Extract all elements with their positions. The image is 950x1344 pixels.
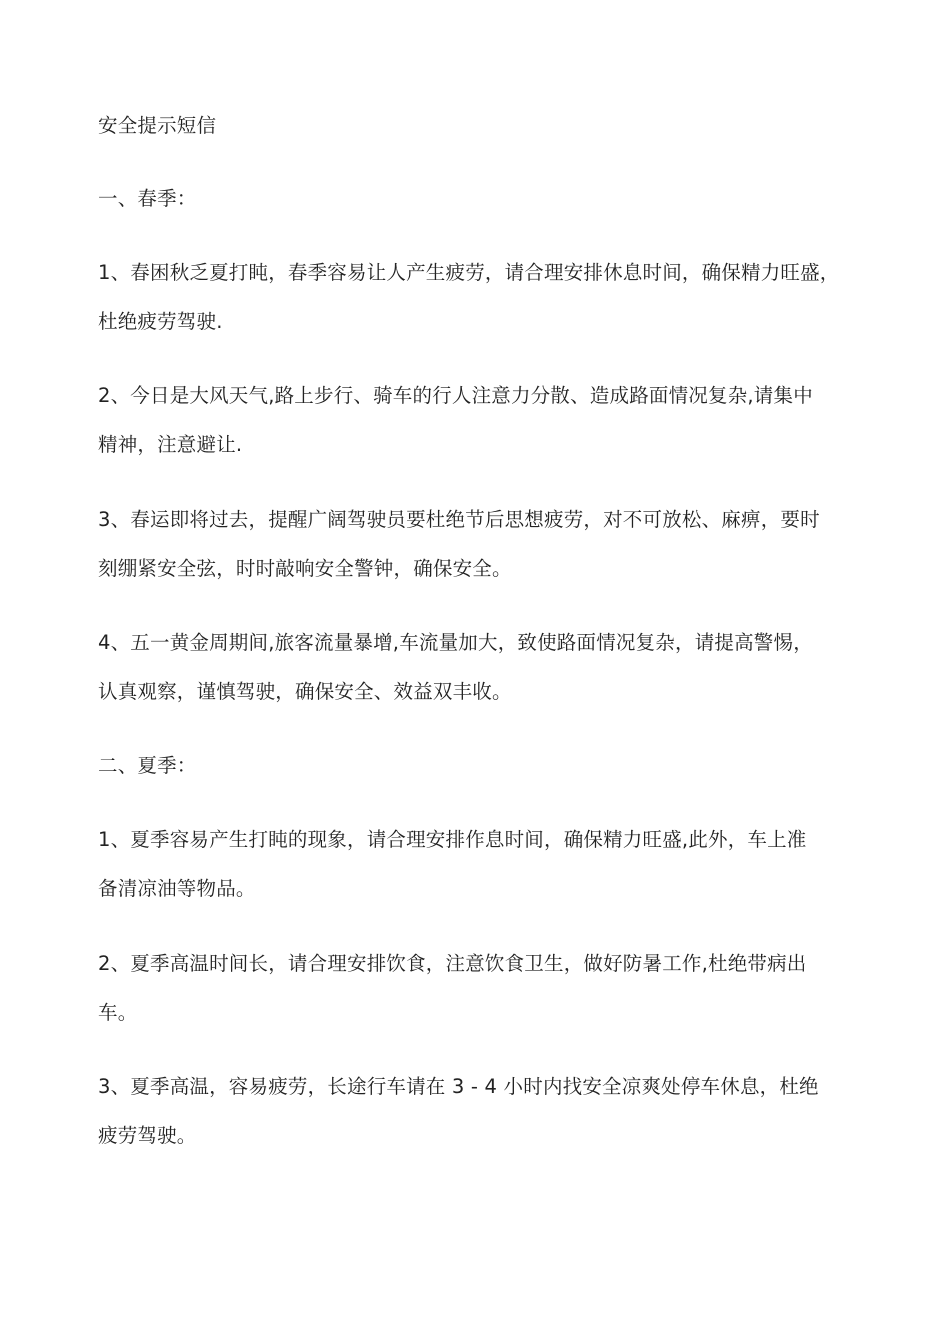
paragraph-line: 疲劳驾驶。 bbox=[98, 1124, 197, 1147]
paragraph-line: 刻绷紧安全弦，时时敲响安全警钟，确保安全。 bbox=[98, 557, 512, 580]
paragraph-line: 4、五一黄金周期间,旅客流量暴增,车流量加大，致使路面情况复杂，请提高警惕， bbox=[98, 631, 813, 654]
paragraph-line: 备清凉油等物品。 bbox=[98, 877, 256, 900]
section-heading-spring bbox=[98, 174, 868, 223]
paragraph-line: 3、夏季高温，容易疲劳，长途行车请在 3 - 4 小时内找安全凉爽处停车休息，杜绝 bbox=[98, 1075, 819, 1098]
paragraph-line: 2、今日是大风天气,路上步行、骑车的行人注意力分散、造成路面情况复杂,请集中 bbox=[98, 384, 813, 407]
paragraph-line: 车。 bbox=[98, 1001, 138, 1024]
paragraph-line: 1、春困秋乏夏打盹，春季容易让人产生疲劳，请合理安排休息时间，确保精力旺盛， bbox=[98, 261, 840, 284]
paragraph-line: 2、夏季高温时间长，请合理安排饮食，注意饮食卫生，做好防暑工作,杜绝带病出 bbox=[98, 952, 807, 975]
spring-item-4 bbox=[98, 618, 868, 716]
spring-item-1 bbox=[98, 248, 868, 346]
paragraph-line: 1、夏季容易产生打盹的现象，请合理安排作息时间，确保精力旺盛,此外，车上准 bbox=[98, 828, 807, 851]
section-heading-text: 二、夏季： bbox=[98, 754, 197, 777]
spring-item-3 bbox=[98, 495, 868, 593]
paragraph-line: 精神，注意避让. bbox=[98, 433, 243, 456]
paragraph-line: 认真观察，谨慎驾驶，确保安全、效益双丰收。 bbox=[98, 680, 512, 703]
paragraph-line: 3、春运即将过去，提醒广阔驾驶员要杜绝节后思想疲劳，对不可放松、麻痹，要时 bbox=[98, 508, 820, 531]
paragraph-line: 杜绝疲劳驾驶. bbox=[98, 310, 223, 333]
summer-item-3 bbox=[98, 1062, 868, 1160]
summer-item-2 bbox=[98, 939, 868, 1037]
section-heading-summer bbox=[98, 741, 868, 790]
summer-item-1 bbox=[98, 815, 868, 913]
section-heading-text: 一、春季： bbox=[98, 187, 197, 210]
title-text: 安全提示短信 bbox=[98, 114, 217, 137]
spring-item-2 bbox=[98, 371, 868, 469]
document-title bbox=[98, 101, 868, 150]
